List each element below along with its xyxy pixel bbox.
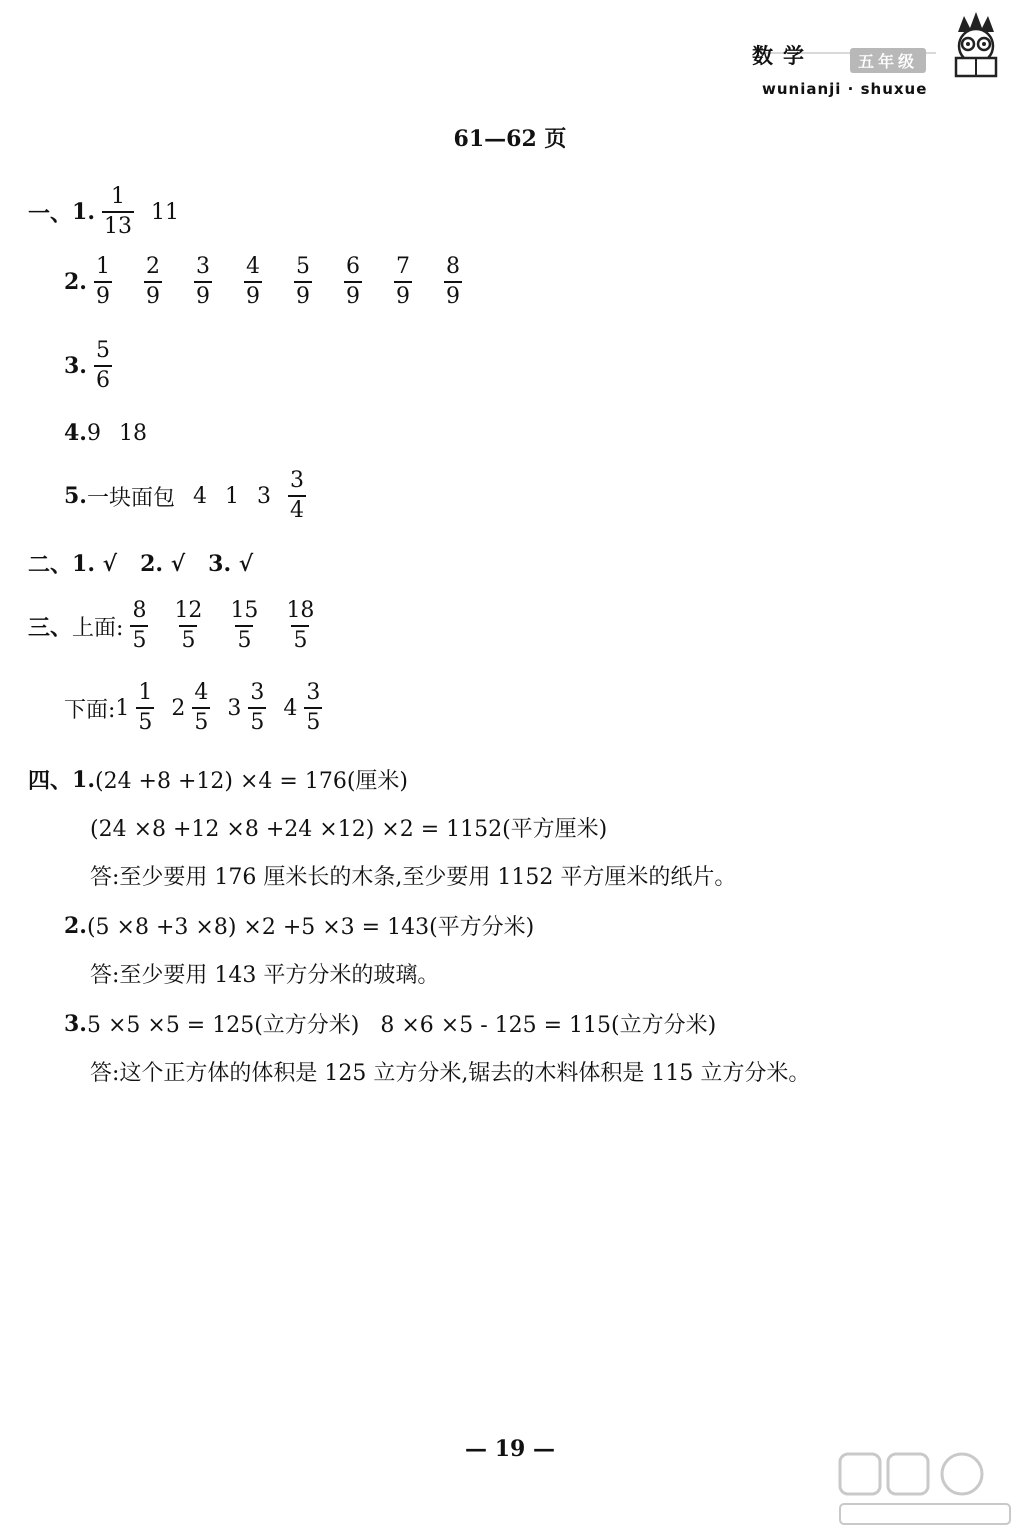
mixed-whole: 1 bbox=[115, 695, 130, 721]
mixed-whole: 3 bbox=[227, 695, 242, 721]
numerator: 2 bbox=[145, 254, 160, 279]
fraction bbox=[248, 682, 266, 734]
fraction bbox=[304, 682, 322, 734]
question-number: 5. bbox=[64, 483, 87, 509]
fraction bbox=[444, 256, 462, 308]
fraction bbox=[102, 186, 134, 238]
numerator: 8 bbox=[445, 254, 460, 279]
mixed-whole: 4 bbox=[283, 695, 298, 721]
answer-value: 1 bbox=[224, 483, 239, 509]
question-number: 2. bbox=[64, 912, 87, 939]
s1-q1 bbox=[28, 186, 179, 238]
denominator: 9 bbox=[244, 281, 262, 308]
row-label: 下面: bbox=[64, 697, 116, 723]
watermark-logo bbox=[836, 1450, 1016, 1530]
denominator: 5 bbox=[248, 707, 266, 734]
fraction bbox=[284, 600, 316, 652]
header-title: 数学 bbox=[752, 44, 814, 68]
numerator: 3 bbox=[195, 254, 210, 279]
denominator: 9 bbox=[94, 281, 112, 308]
numerator: 7 bbox=[395, 254, 410, 279]
s4-q1-line2 bbox=[90, 812, 607, 843]
fraction bbox=[94, 340, 112, 392]
denominator: 9 bbox=[444, 281, 462, 308]
fraction bbox=[394, 256, 412, 308]
s1-q5 bbox=[64, 470, 313, 522]
denominator: 5 bbox=[304, 707, 322, 734]
answer-value: 11 bbox=[150, 199, 179, 225]
numerator: 1 bbox=[95, 254, 110, 279]
answer-text: 一块面包 bbox=[86, 485, 175, 511]
numerator: 4 bbox=[194, 680, 209, 705]
numerator: 18 bbox=[286, 598, 315, 623]
mascot-icon bbox=[950, 10, 1002, 80]
denominator: 9 bbox=[194, 281, 212, 308]
s4-q2-line1 bbox=[64, 910, 534, 941]
question-number: 4. bbox=[64, 420, 87, 446]
fraction bbox=[228, 600, 260, 652]
denominator: 5 bbox=[291, 625, 309, 652]
fraction bbox=[344, 256, 362, 308]
fraction bbox=[294, 256, 312, 308]
section-label: 四、 bbox=[28, 768, 73, 794]
denominator: 9 bbox=[344, 281, 362, 308]
numerator: 5 bbox=[295, 254, 310, 279]
s4-q3-answer bbox=[90, 1056, 810, 1087]
numerator: 4 bbox=[245, 254, 260, 279]
equation: 5 ×5 ×5 = 125(立方分米) 8 ×6 ×5 - 125 = 115(立方分米) bbox=[86, 1013, 717, 1038]
equation: (24 +8 +12) ×4 = 176(厘米) bbox=[94, 769, 408, 794]
fraction bbox=[288, 470, 306, 522]
header-subtitle: wunianji · shuxue bbox=[762, 80, 928, 98]
section-label: 三、 bbox=[28, 614, 73, 641]
answer-value: 18 bbox=[118, 420, 147, 446]
s4-q1-answer bbox=[90, 860, 736, 891]
equation: (24 ×8 +12 ×8 +24 ×12) ×2 = 1152(平方厘米) bbox=[90, 817, 608, 842]
denominator: 5 bbox=[192, 707, 210, 734]
denominator: 5 bbox=[136, 707, 154, 734]
numerator: 3 bbox=[250, 680, 265, 705]
denominator: 9 bbox=[294, 281, 312, 308]
fraction bbox=[192, 682, 210, 734]
denominator: 13 bbox=[102, 211, 134, 238]
question-number: 2. bbox=[64, 269, 87, 295]
denominator: 4 bbox=[288, 495, 306, 522]
answer-sentence: 答:至少要用 143 平方分米的玻璃。 bbox=[90, 963, 440, 988]
numerator: 1 bbox=[138, 680, 153, 705]
s4-q2-answer bbox=[90, 958, 439, 989]
numerator: 3 bbox=[289, 468, 304, 493]
page-number: — 19 — bbox=[465, 1436, 555, 1462]
fraction bbox=[244, 256, 262, 308]
fraction bbox=[136, 682, 154, 734]
fraction bbox=[130, 600, 148, 652]
equation: (5 ×8 +3 ×8) ×2 +5 ×3 = 143(平方分米) bbox=[86, 915, 535, 940]
header-grade: 五年级 bbox=[850, 48, 926, 73]
answer-sentence: 答:这个正方体的体积是 125 立方分米,锯去的木料体积是 115 立方分米。 bbox=[90, 1061, 811, 1086]
denominator: 5 bbox=[130, 625, 148, 652]
fraction bbox=[194, 256, 212, 308]
numerator: 8 bbox=[132, 598, 147, 623]
section-label: 二、 bbox=[28, 552, 73, 578]
denominator: 9 bbox=[144, 281, 162, 308]
row-label: 上面: bbox=[72, 615, 124, 641]
answer-sentence: 答:至少要用 176 厘米长的木条,至少要用 1152 平方厘米的纸片。 bbox=[90, 865, 737, 890]
s3-bottom bbox=[64, 682, 329, 734]
numerator: 12 bbox=[174, 598, 203, 623]
s1-q2 bbox=[64, 256, 469, 308]
question-number: 1. bbox=[72, 766, 95, 793]
denominator: 5 bbox=[235, 625, 253, 652]
fraction bbox=[144, 256, 162, 308]
s3-top bbox=[28, 600, 323, 652]
answer-value: 3 bbox=[256, 483, 271, 509]
section-label: 一、 bbox=[28, 200, 73, 227]
answer-value: 9 bbox=[86, 420, 101, 446]
s4-q3-line1 bbox=[64, 1008, 716, 1039]
s4-q1-line1 bbox=[28, 764, 408, 795]
fraction bbox=[94, 256, 112, 308]
s1-q3 bbox=[64, 340, 119, 392]
s2 bbox=[28, 548, 253, 579]
numerator: 5 bbox=[95, 338, 110, 363]
question-number: 3. bbox=[64, 353, 87, 379]
question-number: 3. bbox=[64, 1010, 87, 1037]
s1-q4 bbox=[64, 420, 147, 446]
numerator: 3 bbox=[306, 680, 321, 705]
numerator: 15 bbox=[230, 598, 259, 623]
denominator: 5 bbox=[179, 625, 197, 652]
numerator: 6 bbox=[345, 254, 360, 279]
page-title: 61—62 页 bbox=[453, 126, 567, 152]
numerator: 1 bbox=[110, 184, 125, 209]
fraction bbox=[172, 600, 204, 652]
question-number: 1. bbox=[72, 199, 95, 225]
mixed-whole: 2 bbox=[171, 695, 186, 721]
denominator: 9 bbox=[394, 281, 412, 308]
answer-value: 4 bbox=[192, 483, 207, 509]
denominator: 6 bbox=[94, 365, 112, 392]
answer-text: 1. √ 2. √ 3. √ bbox=[72, 550, 254, 577]
